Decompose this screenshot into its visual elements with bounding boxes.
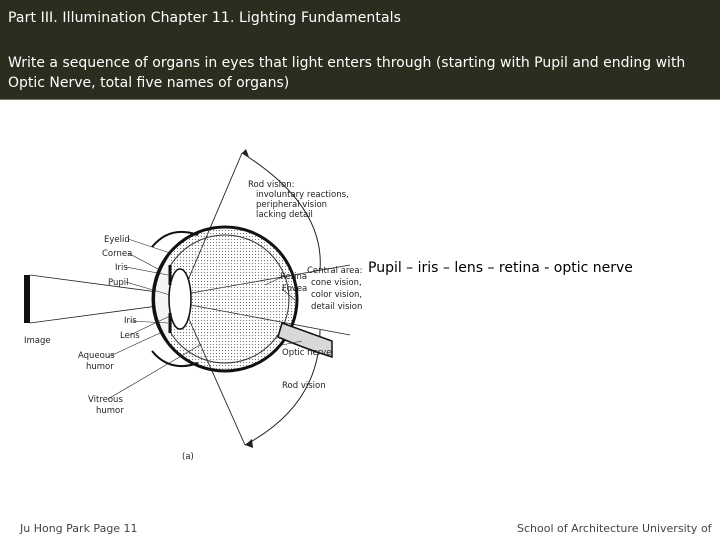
lens-shape bbox=[169, 269, 191, 329]
label-figure-mark: (a) bbox=[182, 452, 194, 462]
label-aqueous-humor: humor bbox=[86, 362, 114, 372]
label-cornea: Cornea bbox=[102, 249, 133, 259]
label-retina: Retina bbox=[280, 272, 308, 282]
label-image: Image bbox=[24, 336, 51, 346]
label-rod-vision-top: Rod vision: bbox=[248, 180, 295, 190]
label-involuntary: involuntary reactions, bbox=[256, 190, 349, 200]
cornea-shape bbox=[154, 253, 170, 345]
label-rod-vision-bottom: Rod vision bbox=[282, 381, 326, 391]
label-iris-lower: Iris bbox=[124, 316, 137, 326]
footer-author-page: Ju Hong Park Page 11 bbox=[20, 522, 138, 535]
label-cone-vision: cone vision, bbox=[311, 278, 362, 288]
slide-question: Write a sequence of organs in eyes that light enters through (starting with Pupil and ending with Optic Nerve, total five names of organs) bbox=[8, 55, 686, 91]
slide-title: Part III. Illumination Chapter 11. Lighting Fundamentals bbox=[8, 10, 402, 26]
label-peripheral: peripheral vision bbox=[256, 200, 328, 210]
label-lens: Lens bbox=[120, 331, 140, 341]
label-color-vision: color vision, bbox=[311, 290, 363, 300]
label-lacking: lacking detail bbox=[256, 210, 313, 220]
label-iris: Iris bbox=[115, 263, 128, 273]
label-pupil: Pupil bbox=[108, 278, 129, 288]
label-vitreous: Vitreous bbox=[88, 395, 123, 405]
label-aqueous: Aqueous bbox=[78, 351, 115, 361]
label-vitreous-humor: humor bbox=[96, 406, 124, 416]
answer-text: Pupil – iris – lens – retina - optic nerve bbox=[368, 260, 633, 276]
image-plane bbox=[24, 275, 30, 323]
label-eyelid: Eyelid bbox=[104, 235, 130, 245]
label-central-area: Central area: bbox=[307, 266, 363, 276]
label-detail-vision: detail vision bbox=[311, 302, 363, 312]
eye-diagram bbox=[20, 145, 365, 465]
label-optic-nerve: Optic nerve bbox=[282, 348, 332, 358]
footer-school: School of Architecture University of bbox=[517, 522, 712, 535]
slide-header bbox=[0, 0, 720, 100]
label-fovea: Fovea bbox=[282, 284, 308, 294]
